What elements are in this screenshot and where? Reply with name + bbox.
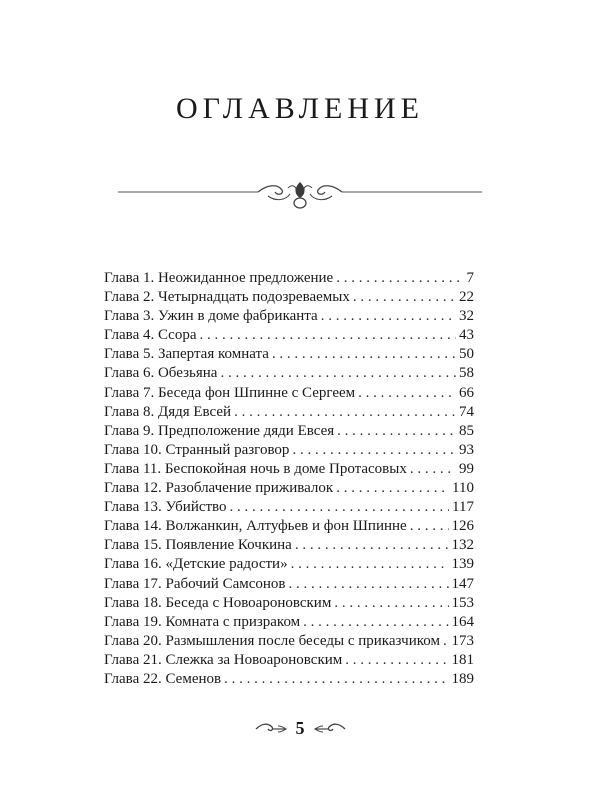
ornament-divider-icon	[118, 178, 482, 212]
leader-dots	[410, 517, 449, 536]
leader-dots	[220, 364, 456, 383]
leader-dots	[358, 384, 456, 403]
leader-dots	[272, 345, 456, 364]
chapter-title: Глава 2. Четырнадцать подозреваемых	[104, 289, 350, 306]
toc-entry[interactable]	[104, 575, 474, 594]
page-ref: 22	[459, 289, 474, 306]
toc-entry[interactable]	[104, 479, 474, 498]
toc-entry[interactable]	[104, 345, 474, 364]
chapter-title: Глава 22. Семенов	[104, 670, 222, 687]
chapter-title: Глава 17. Рабочий Самсонов	[104, 575, 286, 592]
page-ref: 126	[451, 518, 474, 535]
page-title: ОГЛАВЛЕНИЕ	[176, 92, 424, 125]
toc-entry[interactable]	[104, 460, 474, 479]
page-ref: 7	[466, 270, 474, 286]
chapter-title: Глава 5. Запертая комната	[104, 346, 269, 363]
chapter-title: Глава 1. Неожиданное предложение	[104, 270, 334, 286]
leader-dots	[303, 613, 448, 632]
toc-entry[interactable]	[104, 326, 474, 345]
leader-dots	[199, 326, 456, 345]
page-footer	[0, 718, 600, 739]
leader-dots	[291, 555, 449, 574]
chapter-title: Глава 20. Размышления после беседы с приказчиком	[104, 632, 440, 649]
toc-entry[interactable]	[104, 594, 474, 613]
page-ref: 173	[451, 632, 474, 649]
page-ref: 164	[451, 613, 474, 630]
toc-entry[interactable]	[104, 632, 474, 651]
page-ref: 110	[452, 480, 474, 497]
toc-entry[interactable]	[104, 307, 474, 326]
flourish-left-icon	[254, 722, 288, 736]
chapter-title: Глава 18. Беседа с Новоароновским	[104, 594, 332, 611]
leader-dots	[336, 269, 463, 288]
leader-dots	[321, 307, 456, 326]
page-ref: 50	[459, 346, 474, 363]
chapter-title: Глава 16. «Детские радости»	[104, 556, 288, 573]
chapter-title: Глава 10. Странный разговор	[104, 441, 290, 458]
page-ref: 66	[459, 384, 474, 401]
toc-entry[interactable]	[104, 364, 474, 383]
chapter-title: Глава 12. Разоблачение приживалок	[104, 480, 334, 497]
page-number: 5	[295, 718, 305, 738]
chapter-title: Глава 3. Ужин в доме фабриканта	[104, 308, 318, 325]
leader-dots	[289, 575, 449, 594]
toc-entry[interactable]	[104, 555, 474, 574]
toc-entry[interactable]	[104, 269, 474, 288]
leader-dots	[443, 632, 449, 651]
chapter-title: Глава 11. Беспокойная ночь в доме Протасовых	[104, 460, 407, 477]
page-ref: 132	[451, 537, 474, 554]
page-ref: 99	[459, 460, 474, 477]
leader-dots	[295, 536, 449, 555]
toc-entry[interactable]	[104, 536, 474, 555]
leader-dots	[353, 288, 456, 307]
leader-dots	[336, 479, 449, 498]
toc-entry[interactable]	[104, 288, 474, 307]
leader-dots	[337, 422, 456, 441]
chapter-title: Глава 21. Слежка за Новоароновским	[104, 651, 343, 668]
leader-dots	[224, 670, 448, 689]
chapter-title: Глава 4. Ссора	[104, 327, 197, 344]
chapter-title: Глава 7. Беседа фон Шпинне с Сергеем	[104, 384, 356, 401]
leader-dots	[345, 651, 448, 670]
chapter-title: Глава 19. Комната с призраком	[104, 613, 301, 630]
page-ref: 189	[451, 670, 474, 687]
toc-entry[interactable]	[104, 384, 474, 403]
page-ref: 74	[459, 403, 474, 420]
page-ref: 32	[459, 308, 474, 325]
page-ref: 139	[451, 556, 474, 573]
leader-dots	[334, 594, 448, 613]
page-ref: 147	[451, 575, 474, 592]
table-of-contents	[104, 269, 474, 689]
chapter-title: Глава 13. Убийство	[104, 499, 227, 516]
chapter-title: Глава 9. Предположение дяди Евсея	[104, 422, 335, 439]
chapter-title: Глава 6. Обезьяна	[104, 365, 218, 382]
leader-dots	[292, 441, 456, 460]
leader-dots	[230, 498, 450, 517]
chapter-title: Глава 15. Появление Кочкина	[104, 537, 292, 554]
toc-entry[interactable]	[104, 517, 474, 536]
page-ref: 85	[459, 422, 474, 439]
page-ref: 58	[459, 365, 474, 382]
toc-entry[interactable]	[104, 422, 474, 441]
toc-entry[interactable]	[104, 441, 474, 460]
page-ref: 117	[452, 499, 474, 516]
leader-dots	[234, 403, 456, 422]
toc-entry[interactable]	[104, 403, 474, 422]
toc-entry[interactable]	[104, 670, 474, 689]
flourish-right-icon	[313, 722, 347, 736]
toc-entry[interactable]	[104, 651, 474, 670]
chapter-title: Глава 8. Дядя Евсей	[104, 403, 232, 420]
page-ref: 43	[459, 327, 474, 344]
toc-entry[interactable]	[104, 498, 474, 517]
page-ref: 93	[459, 441, 474, 458]
chapter-title: Глава 14. Волжанкин, Алтуфьев и фон Шпинне	[104, 518, 407, 535]
page-ref: 181	[451, 651, 474, 668]
page-ref: 153	[451, 594, 474, 611]
leader-dots	[410, 460, 456, 479]
toc-entry[interactable]	[104, 613, 474, 632]
